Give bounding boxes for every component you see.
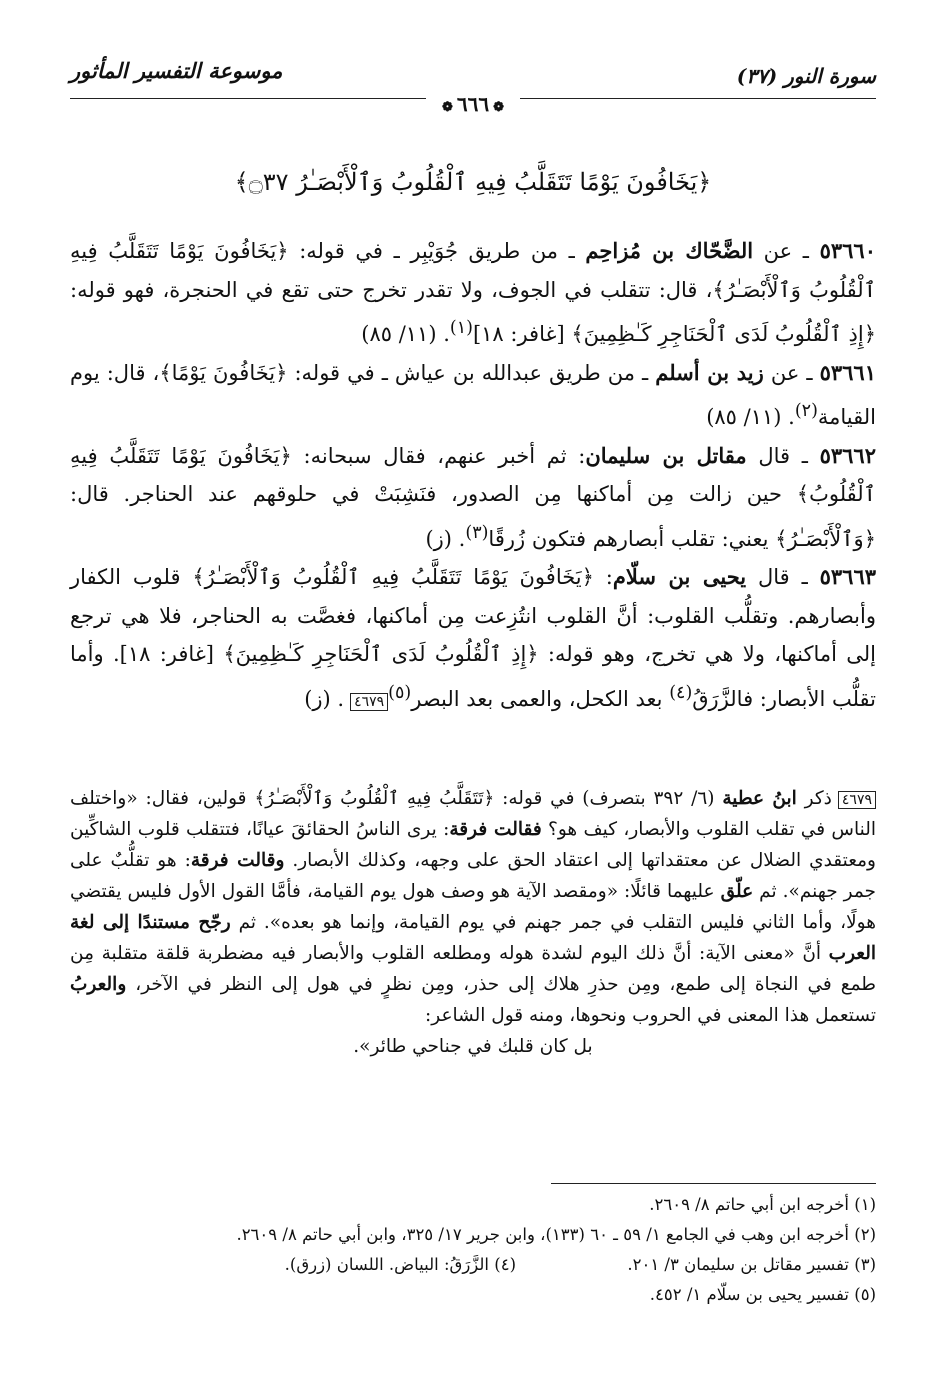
- commentary-link-box[interactable]: ٤٦٧٩: [350, 693, 388, 711]
- commentary-section: [70, 783, 876, 1062]
- commentary-paragraph: [70, 783, 876, 1031]
- entry-text: ـ من طريق جُوَيْبِر ـ في قوله: ﴿يَخَافُونَ يَوْمًا تَتَقَلَّبُ فِيهِ ٱلْقُلُوبُ وَٱلْأَبْصَـٰرُ﴾، قال: تتقلب في الجوف، ولا تقدر تخرج حتى تقع في الحنجرة، فهو قوله: ﴿إِذِ ٱلْقُلُوبُ لَدَى ٱلْحَنَاجِرِ كَـٰظِمِينَ﴾ [غافر: ١٨]: [70, 239, 876, 346]
- footnote-marker[interactable]: (٣): [465, 522, 489, 543]
- surah-header: سورة النور (٣٧): [736, 64, 876, 88]
- narrator-name: مقاتل بن سليمان: [585, 442, 747, 468]
- footnote-marker[interactable]: (٢): [794, 401, 818, 421]
- commentary-text: تستعمل هذا المعنى في الحروب ونحوها، ومنه قول الشاعر:: [425, 1005, 876, 1026]
- bold-phrase: فقالت فرقة: [449, 819, 542, 840]
- narration-entry: [70, 232, 876, 354]
- narration-entry: [70, 354, 876, 437]
- page-number: ٦٦٦: [456, 92, 490, 116]
- entry-number: ٥٣٦٦٣: [819, 564, 877, 589]
- footnote-item: (١) أخرجه ابن أبي حاتم ٨/ ٢٦٠٩.: [649, 1195, 876, 1214]
- commentary-text: ذكر: [796, 788, 832, 809]
- commentary-text: : هو تقلُّبٌ على جمر جهنم». ثم: [70, 850, 876, 902]
- entry-text: بعد الكحل، والعمى بعد البصر: [411, 686, 670, 711]
- footnote-row: [70, 1250, 876, 1280]
- entry-number: ٥٣٦٦٢: [819, 442, 876, 468]
- entry-number: ٥٣٦٦٠: [819, 238, 876, 263]
- commentary-text: (٦/ ٣٩٢ بتصرف) في قوله: ﴿تَتَقَلَّبُ فِيهِ ٱلْقُلُوبُ وَٱلْأَبْصَـٰرُ﴾ قولين، فقال: «واختلف الناس في تقلب القلوب والأبصار، كيف هو؟: [70, 788, 876, 840]
- verse-heading: ﴿يَخَافُونَ يَوْمًا تَتَقَلَّبُ فِيهِ ٱلْقُلُوبُ وَٱلْأَبْصَـٰرُ ۝٣٧﴾: [234, 168, 712, 196]
- entry-text: : ثم أخبر عنهم، فقال سبحانه: ﴿يَخَافُونَ يَوْمًا تَتَقَلَّبُ فِيهِ ٱلْقُلُوبُ﴾ حين زالت مِن أماكنها مِن الصدور، فنَشِبَتْ في حلوقهم عند الحناجر. قال: ﴿وَٱلْأَبْصَـٰرُ﴾ يعني: تقلب أبصارهم فتكون زُرقًا: [70, 443, 876, 551]
- entry-text: : ﴿يَخَافُونَ يَوْمًا تَتَقَلَّبُ فِيهِ ٱلْقُلُوبُ وَٱلْأَبْصَـٰرُ﴾ قلوب الكفار وأبصارهم. وتقلُّب القلوب: أنَّ القلوب انتُزِعت مِن أماكنها، فغصَّت به الحناجر، فلا هي ترجع إلى أماكنها، ولا هي تخرج، وهو قوله: ﴿إِذِ ٱلْقُلُوبُ لَدَى ٱلْحَنَاجِرِ كَـٰظِمِينَ﴾ [غافر: ١٨]. وأما تقلُّب الأبصار: فالزَّرَقُ: [70, 565, 876, 711]
- page-number-box: [426, 92, 520, 116]
- volume-reference: . (١١/ ٨٥): [706, 405, 795, 429]
- narration-list: [70, 232, 876, 718]
- footnote-item: (٥) تفسير يحيى بن سلّام ١/ ٤٥٢.: [649, 1285, 876, 1304]
- footnote-item: (٣) تفسير مقاتل بن سليمان ٣/ ٢٠١.: [627, 1255, 876, 1274]
- entry-text: ـ قال: [746, 565, 820, 589]
- commentary-text: : يرى الناسُ الحقائقَ عيانًا، فتتقلب قلوب الشاكِّين ومعتقدي الضلال عن معتقداتها إلى اعتقاد الحق على وجهه، وكذلك الأبصار.: [70, 819, 876, 871]
- narrator-name: يحيى بن سلّام: [612, 564, 747, 589]
- ornament-icon: ❁: [441, 100, 453, 115]
- bold-phrase: وقالت فرقة: [190, 850, 285, 871]
- narration-entry: [70, 437, 876, 559]
- scholar-name: ابنُ عطية: [722, 788, 797, 809]
- footnote-marker[interactable]: (١): [449, 318, 473, 338]
- bold-phrase: والعربُ: [70, 974, 127, 995]
- entry-text: ـ من طريق عبدالله بن عياش ـ في قوله: ﴿يَخَافُونَ يَوْمًا﴾، قال: يوم القيامة: [70, 360, 876, 429]
- bold-phrase: علّق: [720, 881, 754, 902]
- bold-phrase: رجّح مستندًا إلى لغة العرب: [70, 912, 876, 964]
- footnote-divider: [551, 1183, 876, 1184]
- footnote-marker[interactable]: (٥): [388, 682, 412, 703]
- entry-text: ـ قال: [746, 443, 820, 468]
- poem-line: بل كان قلبك في جناحي طائر».: [353, 1036, 593, 1057]
- footnote-item: (٢) أخرجه ابن وهب في الجامع ١/ ٥٩ ـ ٦٠ (١٣٣)، وابن جرير ١٧/ ٣٢٥، وابن أبي حاتم ٨/ ٢٦٠٩.: [236, 1225, 876, 1244]
- footnotes: [70, 1190, 876, 1310]
- entry-number: ٥٣٦٦١: [819, 359, 876, 385]
- narrator-name: زيد بن أسلم: [655, 359, 764, 385]
- commentary-text: أنَّ «معنى الآية: أنَّ ذلك اليوم لشدة هوله ومطلعه القلوب والأبصار فيه مضطربة قلقة متقلبة مِن طمع في النجاة إلى طمع، ومِن حذرِ هلاك إلى حذر، ومِن نظرٍ في هول إلى النظر في الآخر،: [70, 943, 876, 995]
- narrator-name: الضَّحّاك بن مُزاحِم: [585, 238, 754, 263]
- footnote-marker[interactable]: (٤): [669, 682, 693, 703]
- ornament-icon: ❁: [493, 100, 505, 115]
- commentary-text: عليهما قائلًا: «ومقصد الآية هو وصف هول يوم القيامة، فأمَّا القول الأول فليس يقتضي هولًا، وأما الثاني فليس التقلب في جمر جهنم في يوم القيامة، وإنما هو بعده». ثم: [70, 881, 876, 933]
- volume-reference: . (١١/ ٨٥): [361, 322, 450, 346]
- page-number-row: [0, 92, 946, 116]
- narration-entry: [70, 558, 876, 718]
- volume-reference: . (ز): [304, 686, 345, 711]
- footnote-item: (٤) الزَّرَقُ: البياض. اللسان (زرق).: [284, 1255, 516, 1274]
- entry-text: ـ عن: [753, 239, 820, 263]
- volume-reference: . (ز): [425, 526, 466, 551]
- series-title-header: موسوعة التفسير المأثور: [70, 58, 283, 83]
- entry-text: ـ عن: [763, 360, 820, 385]
- commentary-number-box: ٤٦٧٩: [838, 791, 876, 809]
